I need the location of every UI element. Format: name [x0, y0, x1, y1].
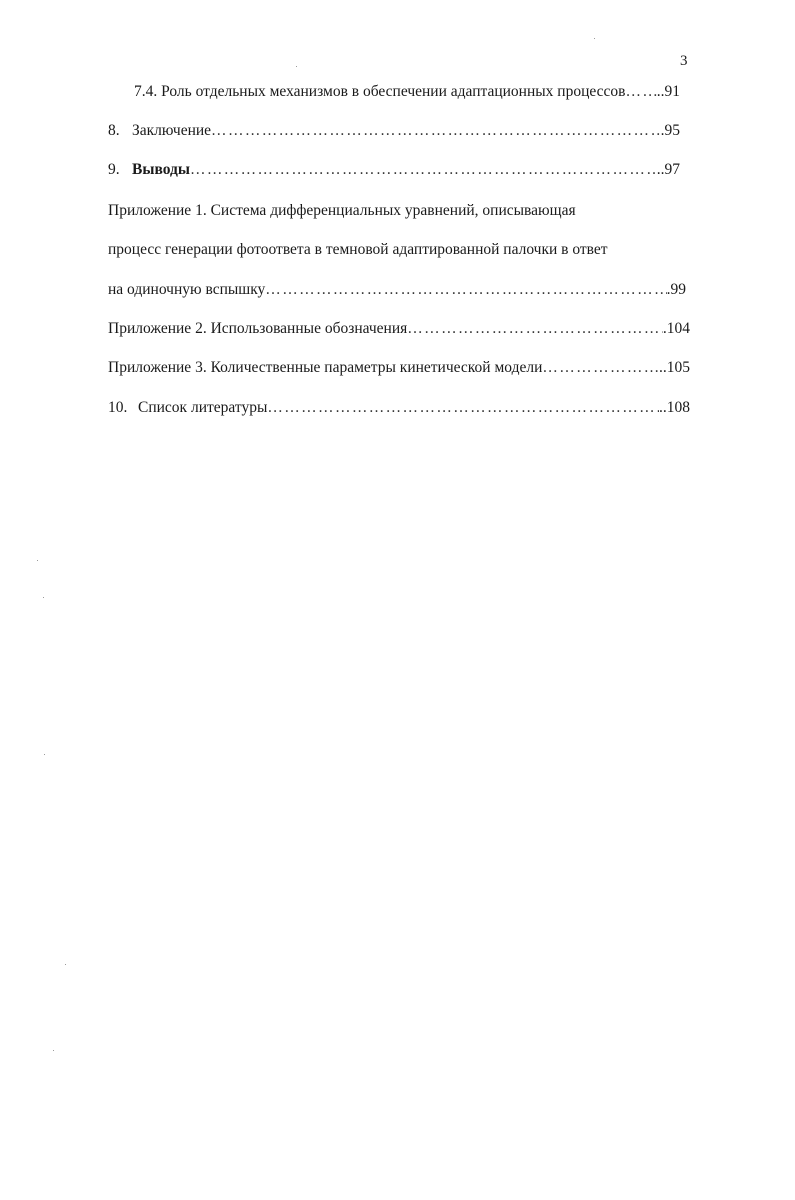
- scan-speck: [594, 38, 595, 39]
- toc-entry-page: ..97: [656, 161, 680, 178]
- toc-entry-appendix-1-line-3[interactable]: [108, 280, 686, 300]
- toc-entry-title: Выводы: [132, 161, 190, 178]
- toc-entry-8[interactable]: [108, 121, 680, 141]
- toc-entry-number: 8.: [108, 122, 120, 139]
- toc-leader-dots: [625, 82, 656, 102]
- toc-entry-title: на одиночную вспышку: [108, 281, 266, 298]
- toc-entry-page: .104: [662, 320, 690, 337]
- toc-leader-dots: [265, 280, 666, 300]
- scan-speck: [37, 560, 38, 561]
- toc-entry-page: .95: [660, 122, 680, 139]
- scan-speck: [43, 597, 44, 598]
- toc-entry-title: Приложение 3. Количественные параметры кинетической модели: [108, 359, 543, 376]
- toc-leader-dots: [407, 319, 663, 339]
- toc-entry-page: ..91: [656, 83, 680, 100]
- page-number: 3: [680, 53, 688, 69]
- toc-leader-dots: [542, 358, 659, 378]
- toc-entry-number: 9.: [108, 161, 120, 178]
- scan-speck: [65, 964, 66, 965]
- toc-entry-appendix-2[interactable]: [108, 319, 690, 339]
- toc-entry-page: ..108: [659, 399, 690, 416]
- toc-leader-dots: [267, 398, 659, 418]
- scan-speck: [44, 754, 45, 755]
- toc-leader-dots: [211, 121, 661, 141]
- toc-entry-7-4[interactable]: [134, 82, 680, 102]
- toc-entry-appendix-1-line-2[interactable]: процесс генерации фотоответа в темновой адаптированной палочки в ответ: [108, 241, 608, 258]
- scan-speck: [53, 1050, 54, 1051]
- toc-entry-number: 10.: [108, 399, 128, 416]
- scan-speck: [296, 66, 297, 67]
- toc-entry-title: Заключение: [132, 122, 212, 139]
- toc-entry-9[interactable]: [108, 160, 680, 180]
- toc-entry-page: .99: [666, 281, 686, 298]
- toc-entry-appendix-1-line-1[interactable]: Приложение 1. Система дифференциальных уравнений, описывающая: [108, 202, 576, 219]
- toc-entry-10[interactable]: [108, 398, 690, 418]
- toc-entry-title: Список литературы: [138, 399, 268, 416]
- toc-leader-dots: [190, 160, 657, 180]
- toc-entry-appendix-3[interactable]: [108, 358, 690, 378]
- toc-entry-title: 7.4. Роль отдельных механизмов в обеспечении адаптационных процессов: [134, 83, 626, 100]
- toc-entry-page: ..105: [659, 359, 690, 376]
- toc-entry-title: Приложение 2. Использованные обозначения: [108, 320, 408, 337]
